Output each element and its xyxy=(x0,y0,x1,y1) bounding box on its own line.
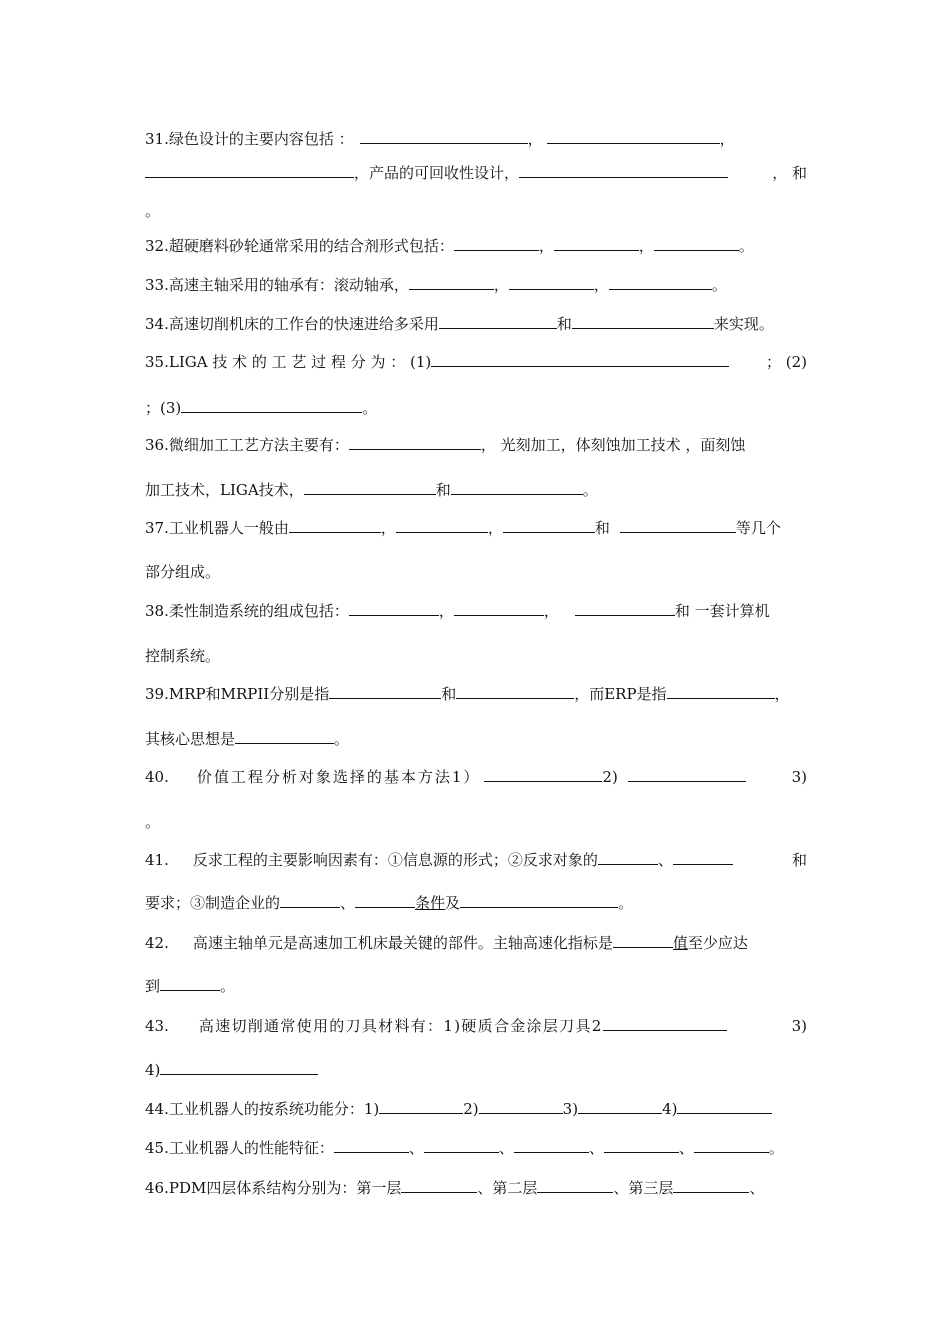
q44-marker-2: 2) xyxy=(463,1100,479,1118)
q45-blank-2[interactable] xyxy=(424,1138,499,1153)
q40-num: 40. xyxy=(145,768,169,786)
q39-text1: ，而ERP是指 xyxy=(574,685,667,703)
q39-blank-3[interactable] xyxy=(667,684,775,699)
q32-end: 。 xyxy=(738,237,754,255)
question-36-line-1 xyxy=(145,435,807,455)
question-46 xyxy=(145,1178,807,1198)
q36-blank-1[interactable] xyxy=(349,435,481,450)
question-36-line-2 xyxy=(145,480,807,500)
q45-dun-1: 、 xyxy=(408,1139,424,1157)
q35-prompt: 35.LIGA 技 术 的 工 艺 过 程 分 为 ： (1) xyxy=(145,353,432,371)
question-35-line-1 xyxy=(145,352,807,372)
question-31-line-2 xyxy=(145,163,807,183)
q39-blank-2[interactable] xyxy=(456,684,574,699)
q31-blank-2[interactable] xyxy=(547,129,720,144)
q37-comma: ， xyxy=(380,519,396,537)
q45-blank-1[interactable] xyxy=(334,1138,409,1153)
q36-text2: 加工技术，LIGA技术， xyxy=(145,481,304,499)
q38-blank-2[interactable] xyxy=(454,601,544,616)
question-38-line-2 xyxy=(145,646,807,666)
q40-marker-3: 3) xyxy=(791,768,807,786)
question-33 xyxy=(145,275,807,295)
q44-blank-4[interactable] xyxy=(677,1099,772,1114)
q31-end: 。 xyxy=(145,202,161,220)
q45-prompt: 45.工业机器人的性能特征： xyxy=(145,1139,334,1157)
q31-prompt: 31.绿色设计的主要内容包括 ： xyxy=(145,130,354,148)
q31-blank-3[interactable] xyxy=(145,163,354,178)
question-42-line-1 xyxy=(145,933,807,953)
question-43-line-2 xyxy=(145,1060,807,1080)
q43-blank-1[interactable] xyxy=(603,1016,727,1031)
q33-end: 。 xyxy=(711,276,727,294)
q46-blank-3[interactable] xyxy=(673,1178,749,1193)
q37-blank-3[interactable] xyxy=(503,518,595,533)
q45-blank-5[interactable] xyxy=(694,1138,769,1153)
q45-blank-3[interactable] xyxy=(514,1138,589,1153)
q39-end: 。 xyxy=(334,730,350,748)
q33-blank-2[interactable] xyxy=(509,275,594,290)
q41-prompt: 反求工程的主要影响因素有：①信息源的形式；②反求对象的 xyxy=(192,851,598,869)
q41-ji: 及 xyxy=(445,894,461,912)
q45-dun-2: 、 xyxy=(498,1139,514,1157)
q31-text2: ，产品的可回收性设计， xyxy=(354,164,520,182)
q35-end: 。 xyxy=(362,399,378,417)
q34-blank-1[interactable] xyxy=(439,314,557,329)
q42-end: 。 xyxy=(220,977,236,995)
q39-text2: 其核心思想是 xyxy=(145,730,236,748)
q41-end: 。 xyxy=(618,894,634,912)
question-40-line-2 xyxy=(145,812,807,832)
q39-and: 和 xyxy=(441,685,457,703)
q37-text2: 部分组成。 xyxy=(145,563,221,581)
q42-zhi: 值 xyxy=(672,934,688,952)
question-34 xyxy=(145,314,807,334)
q38-comma: ， xyxy=(438,602,454,620)
q33-comma-2: ， xyxy=(593,276,609,294)
q35-sep: ； (2) xyxy=(765,353,807,371)
q36-text1: ， 光刻加工，体刻蚀加工技术 ，面刻蚀 xyxy=(480,436,746,454)
q35-blank-1[interactable] xyxy=(431,352,729,367)
q41-dun-2: 、 xyxy=(340,894,356,912)
q36-and: 和 xyxy=(435,481,451,499)
q32-blank-2[interactable] xyxy=(554,236,639,251)
q34-and: 和 xyxy=(556,315,572,333)
q42-text2: 到 xyxy=(145,977,161,995)
q46-prompt: 46.PDM四层体系结构分别为：第一层 xyxy=(145,1179,402,1197)
q36-blank-2[interactable] xyxy=(304,480,436,495)
q44-prompt: 44.工业机器人的按系统功能分：1) xyxy=(145,1100,380,1118)
q41-and: 和 xyxy=(791,851,807,869)
question-40-line-1 xyxy=(145,767,807,787)
q39-blank-4[interactable] xyxy=(235,729,334,744)
q41-blank-2[interactable] xyxy=(673,850,733,865)
q46-end: 、 xyxy=(749,1179,765,1197)
q31-comma: ， xyxy=(527,130,543,148)
q38-and: 和 一套计算机 xyxy=(674,602,770,620)
q40-blank-2[interactable] xyxy=(628,767,746,782)
q36-prompt: 36.微细加工工艺方法主要有： xyxy=(145,436,349,454)
q31-blank-4[interactable] xyxy=(519,163,728,178)
q41-blank-4[interactable] xyxy=(355,893,415,908)
question-39-line-2 xyxy=(145,729,807,749)
q46-blank-2[interactable] xyxy=(537,1178,613,1193)
question-37-line-2 xyxy=(145,562,807,582)
q43-prompt: 高速切削通常使用的刀具材料有：1)硬质合金涂层刀具2 xyxy=(198,1017,603,1035)
q42-blank-1[interactable] xyxy=(613,933,673,948)
q42-prompt: 高速主轴单元是高速加工机床最关键的部件。主轴高速化指标是 xyxy=(192,934,613,952)
q39-blank-1[interactable] xyxy=(329,684,441,699)
q44-marker-3: 3) xyxy=(562,1100,579,1118)
q38-blank-1[interactable] xyxy=(349,601,439,616)
question-41-line-2 xyxy=(145,893,807,913)
q34-end: 来实现。 xyxy=(713,315,774,333)
q46-layer-2: 、第二层 xyxy=(477,1179,538,1197)
q33-prompt: 33.高速主轴采用的轴承有：滚动轴承， xyxy=(145,276,409,294)
q39-prompt: 39.MRP和MRPII分别是指 xyxy=(145,685,330,703)
q38-blank-3[interactable] xyxy=(575,601,675,616)
q44-marker-4: 4) xyxy=(662,1100,678,1118)
q32-prompt: 32.超硬磨料砂轮通常采用的结合剂形式包括： xyxy=(145,237,454,255)
q38-comma-2: ， xyxy=(543,602,559,620)
question-42-line-2 xyxy=(145,976,807,996)
q37-prompt: 37.工业机器人一般由 xyxy=(145,519,289,537)
q33-blank-1[interactable] xyxy=(409,275,494,290)
q41-blank-1[interactable] xyxy=(598,850,658,865)
q44-blank-1[interactable] xyxy=(379,1099,463,1114)
q41-text2: 要求；③制造企业的 xyxy=(145,894,281,912)
q42-text1: 至少应达 xyxy=(687,934,748,952)
question-39-line-1 xyxy=(145,684,807,704)
q31-comma-2: ， xyxy=(719,130,735,148)
q45-dun-3: 、 xyxy=(588,1139,604,1157)
q45-dun-4: 、 xyxy=(678,1139,694,1157)
q37-blank-4[interactable] xyxy=(620,518,736,533)
question-37-line-1 xyxy=(145,518,807,538)
q41-cond: 条件 xyxy=(415,894,446,912)
q37-comma-2: ， xyxy=(487,519,503,537)
question-31-line-3 xyxy=(145,201,807,221)
q43-blank-2[interactable] xyxy=(160,1060,318,1075)
q32-comma: ， xyxy=(538,237,554,255)
q45-end: 。 xyxy=(768,1139,784,1157)
q42-blank-2[interactable] xyxy=(160,976,220,991)
q46-blank-1[interactable] xyxy=(401,1178,477,1193)
q43-marker-4: 4) xyxy=(145,1061,161,1079)
q42-num: 42. xyxy=(145,934,169,952)
q38-text2: 控制系统。 xyxy=(145,647,221,665)
q44-blank-2[interactable] xyxy=(479,1099,563,1114)
q37-and: 和 xyxy=(594,519,610,537)
question-41-line-1 xyxy=(145,850,807,870)
q45-blank-4[interactable] xyxy=(604,1138,679,1153)
q35-blank-2[interactable] xyxy=(181,398,362,413)
q36-end: 。 xyxy=(582,481,598,499)
q37-blank-1[interactable] xyxy=(289,518,381,533)
q38-prompt: 38.柔性制造系统的组成包括： xyxy=(145,602,349,620)
q34-prompt: 34.高速切削机床的工作台的快速进给多采用 xyxy=(145,315,439,333)
q41-dun: 、 xyxy=(657,851,673,869)
question-35-line-2 xyxy=(145,398,807,418)
q46-layer-3: 、第三层 xyxy=(613,1179,674,1197)
q41-num: 41. xyxy=(145,851,169,869)
question-45 xyxy=(145,1138,807,1158)
question-43-line-1 xyxy=(145,1016,807,1036)
q33-blank-3[interactable] xyxy=(609,275,712,290)
q40-blank-1[interactable] xyxy=(484,767,602,782)
q34-blank-2[interactable] xyxy=(572,314,714,329)
q32-blank-1[interactable] xyxy=(454,236,539,251)
q37-blank-2[interactable] xyxy=(396,518,488,533)
question-31-line-1 xyxy=(145,129,807,149)
q41-blank-3[interactable] xyxy=(280,893,340,908)
q32-blank-3[interactable] xyxy=(654,236,739,251)
q32-comma-2: ， xyxy=(638,237,654,255)
q36-blank-3[interactable] xyxy=(451,480,583,495)
q40-prompt: 价值工程分析对象选择的基本方法1） xyxy=(196,768,481,786)
question-38-line-1 xyxy=(145,601,807,621)
q33-comma: ， xyxy=(493,276,509,294)
q41-blank-5[interactable] xyxy=(460,893,618,908)
q44-blank-3[interactable] xyxy=(578,1099,662,1114)
q40-marker-2: 2) xyxy=(602,768,618,786)
q31-blank-1[interactable] xyxy=(360,129,528,144)
q39-comma: ， xyxy=(774,685,790,703)
q40-end: 。 xyxy=(145,813,161,831)
q43-num: 43. xyxy=(145,1017,169,1035)
q35-cont: ；(3) xyxy=(145,399,182,417)
q43-marker-3: 3) xyxy=(791,1017,807,1035)
question-44 xyxy=(145,1099,807,1119)
q31-text3: ， 和 xyxy=(772,164,807,182)
q37-text1: 等几个 xyxy=(735,519,781,537)
question-32 xyxy=(145,236,807,256)
